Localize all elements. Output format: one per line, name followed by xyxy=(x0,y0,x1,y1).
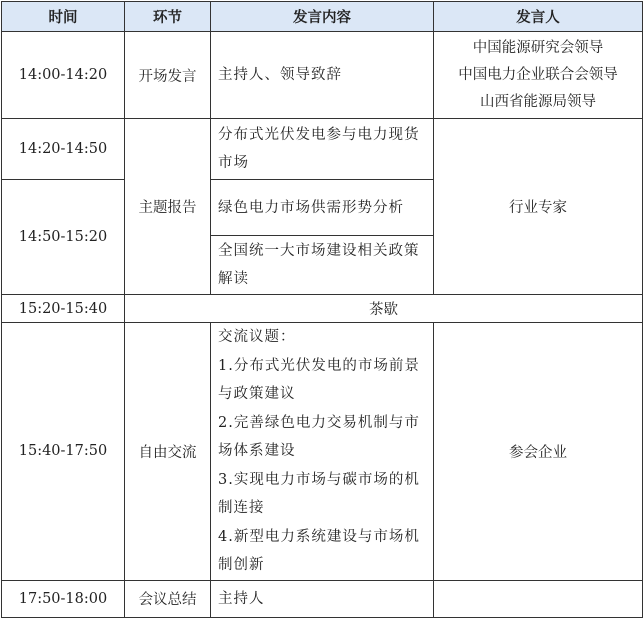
speaker-item: 中国电力企业联合会领导 xyxy=(458,66,618,83)
time-cell: 14:20-14:50 xyxy=(2,119,125,180)
table-row xyxy=(2,580,643,617)
topic-item: 3.实现电力市场与碳市场的机制连接 xyxy=(218,471,420,516)
content-cell: 绿色电力市场供需形势分析 xyxy=(211,180,434,236)
content-cell xyxy=(211,323,434,581)
segment-cell: 主题报告 xyxy=(125,119,211,295)
content-cell: 主持人、领导致辞 xyxy=(211,32,434,119)
time-cell: 14:00-14:20 xyxy=(2,32,125,119)
topic-intro: 交流议题： xyxy=(218,329,296,345)
header-segment: 环节 xyxy=(125,2,211,32)
table-row xyxy=(2,323,643,581)
speaker-cell xyxy=(434,32,643,119)
table-row xyxy=(2,295,643,323)
speaker-item: 山西省能源局领导 xyxy=(480,93,596,110)
segment-cell: 开场发言 xyxy=(125,32,211,119)
speaker-cell xyxy=(434,580,643,617)
header-time: 时间 xyxy=(2,2,125,32)
table-row xyxy=(2,119,643,180)
topic-item: 2.完善绿色电力交易机制与市场体系建设 xyxy=(218,414,420,459)
content-cell: 全国统一大市场建设相关政策解读 xyxy=(211,236,434,295)
time-cell: 15:40-17:50 xyxy=(2,323,125,581)
header-content: 发言内容 xyxy=(211,2,434,32)
header-speaker: 发言人 xyxy=(434,2,643,32)
speaker-cell: 行业专家 xyxy=(434,119,643,295)
topic-item: 1.分布式光伏发电的市场前景与政策建议 xyxy=(218,357,420,402)
speaker-item: 中国能源研究会领导 xyxy=(472,39,604,56)
speaker-cell: 参会企业 xyxy=(434,323,643,581)
time-cell: 14:50-15:20 xyxy=(2,180,125,295)
segment-cell: 自由交流 xyxy=(125,323,211,581)
time-cell: 15:20-15:40 xyxy=(2,295,125,323)
time-cell: 17:50-18:00 xyxy=(2,580,125,617)
content-cell: 主持人 xyxy=(211,580,434,617)
break-cell: 茶歇 xyxy=(125,295,643,323)
content-cell: 分布式光伏发电参与电力现货市场 xyxy=(211,119,434,180)
segment-cell: 会议总结 xyxy=(125,580,211,617)
topic-item: 4.新型电力系统建设与市场机制创新 xyxy=(218,528,420,573)
agenda-table xyxy=(1,1,643,618)
header-row xyxy=(2,2,643,32)
table-row xyxy=(2,32,643,119)
